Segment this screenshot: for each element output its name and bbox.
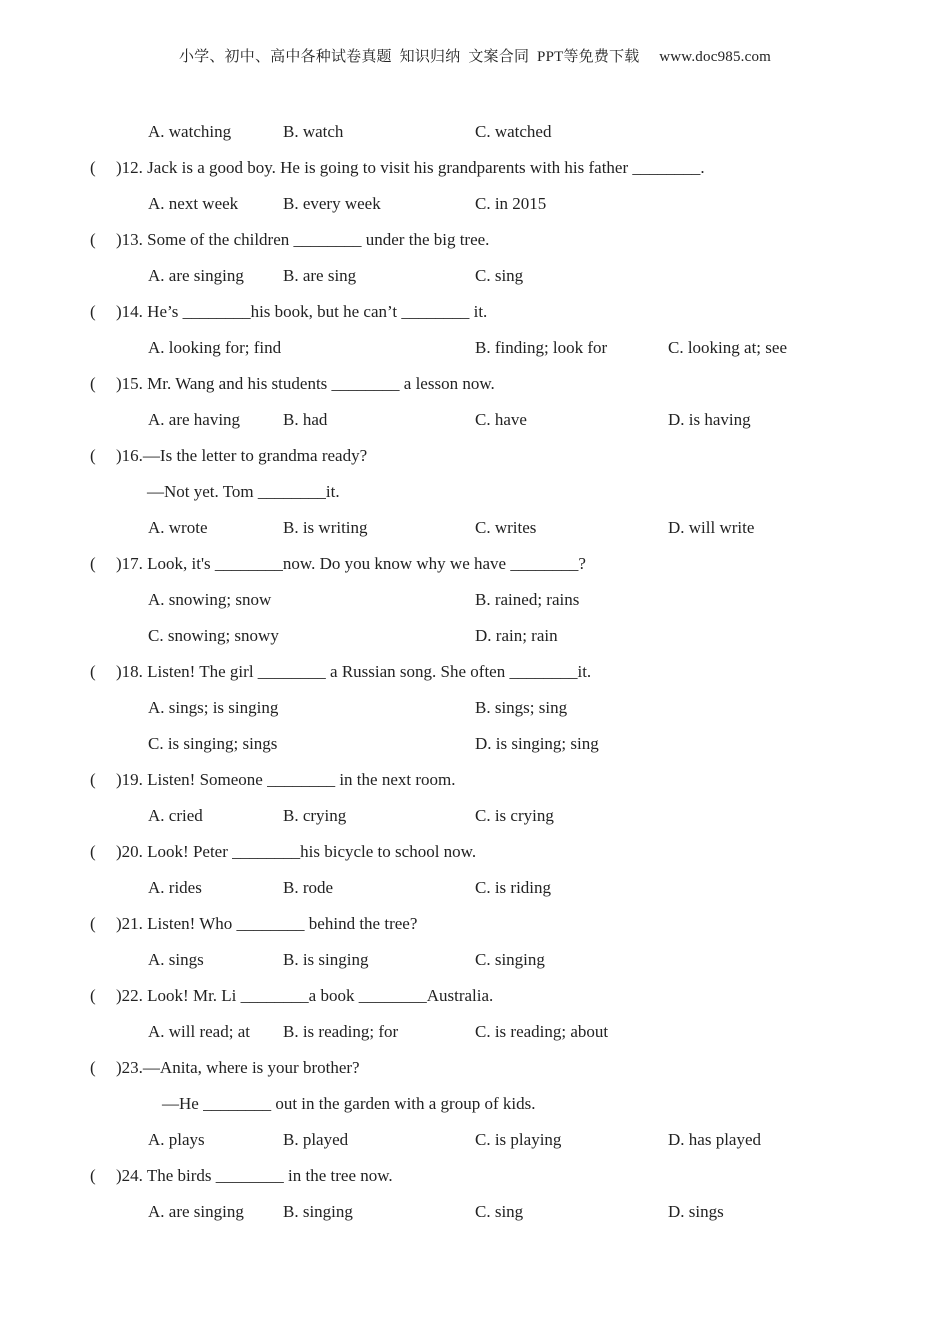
q12-stem: [0, 150, 950, 186]
q19-text: )19. Listen! Someone ________ in the next room.: [116, 770, 456, 789]
q24-option-c[interactable]: C. sing: [475, 1202, 524, 1221]
q20-options: [0, 870, 950, 906]
q12-option-c[interactable]: C. in 2015: [475, 194, 547, 213]
q14-stem: [0, 294, 950, 330]
q17-option-c[interactable]: C. snowing; snowy: [148, 626, 279, 645]
q13-option-b[interactable]: B. are sing: [283, 266, 357, 285]
q18-option-b[interactable]: B. sings; sing: [475, 698, 568, 717]
q23-option-b[interactable]: B. played: [283, 1130, 349, 1149]
q17-option-d[interactable]: D. rain; rain: [475, 626, 558, 645]
q11-options: [0, 114, 950, 150]
q16-answer-paren[interactable]: (: [90, 446, 96, 465]
q22-text: )22. Look! Mr. Li ________a book ________Australia.: [116, 986, 494, 1005]
q14-options: [0, 330, 950, 366]
q15-options: [0, 402, 950, 438]
q14-text: )14. He’s ________his book, but he can’t ________ it.: [116, 302, 488, 321]
q23-text: )23.—Anita, where is your brother?: [116, 1058, 360, 1077]
q18-answer-paren[interactable]: (: [90, 662, 96, 681]
q13-options: [0, 258, 950, 294]
q18-option-a[interactable]: A. sings; is singing: [148, 698, 279, 717]
q22-option-c[interactable]: C. is reading; about: [475, 1022, 609, 1041]
q14-option-a[interactable]: A. looking for; find: [148, 338, 282, 357]
q21-text: )21. Listen! Who ________ behind the tree?: [116, 914, 418, 933]
q18-option-d[interactable]: D. is singing; sing: [475, 734, 599, 753]
q24-text: )24. The birds ________ in the tree now.: [116, 1166, 393, 1185]
q12-option-b[interactable]: B. every week: [283, 194, 381, 213]
q19-option-a[interactable]: A. cried: [148, 806, 203, 825]
q15-option-a[interactable]: A. are having: [148, 410, 241, 429]
page-header: 小学、初中、高中各种试卷真题 知识归纳 文案合同 PPT等免费下载 www.doc985.com: [178, 49, 772, 65]
q23-dialogue: [0, 1086, 950, 1122]
q17-answer-paren[interactable]: (: [90, 554, 96, 573]
q17-options-row2: [0, 618, 950, 654]
q23-answer-paren[interactable]: (: [90, 1058, 96, 1077]
q19-stem: [0, 762, 950, 798]
q15-option-d[interactable]: D. is having: [668, 410, 751, 429]
q20-stem: [0, 834, 950, 870]
q22-answer-paren[interactable]: (: [90, 986, 96, 1005]
q21-answer-paren[interactable]: (: [90, 914, 96, 933]
q15-stem: [0, 366, 950, 402]
q14-answer-paren[interactable]: (: [90, 302, 96, 321]
q21-options: [0, 942, 950, 978]
q12-options: [0, 186, 950, 222]
q12-answer-paren[interactable]: (: [90, 158, 96, 177]
q17-options-row1: [0, 582, 950, 618]
q21-stem: [0, 906, 950, 942]
q23-option-a[interactable]: A. plays: [148, 1130, 205, 1149]
q14-option-c[interactable]: C. looking at; see: [668, 338, 787, 357]
q22-option-a[interactable]: A. will read; at: [148, 1022, 250, 1041]
q20-option-c[interactable]: C. is riding: [475, 878, 552, 897]
q21-option-c[interactable]: C. singing: [475, 950, 545, 969]
q15-answer-paren[interactable]: (: [90, 374, 96, 393]
q17-option-a[interactable]: A. snowing; snow: [148, 590, 272, 609]
q16-option-c[interactable]: C. writes: [475, 518, 537, 537]
q16-text: )16.—Is the letter to grandma ready?: [116, 446, 368, 465]
q16-option-d[interactable]: D. will write: [668, 518, 755, 537]
q18-text: )18. Listen! The girl ________ a Russian song. She often ________it.: [116, 662, 592, 681]
q23-stem: [0, 1050, 950, 1086]
q14-option-b[interactable]: B. finding; look for: [475, 338, 608, 357]
q16-option-b[interactable]: B. is writing: [283, 518, 368, 537]
q24-answer-paren[interactable]: (: [90, 1166, 96, 1185]
q13-option-c[interactable]: C. sing: [475, 266, 524, 285]
q22-option-b[interactable]: B. is reading; for: [283, 1022, 399, 1041]
q16-stem: [0, 438, 950, 474]
q20-text: )20. Look! Peter ________his bicycle to school now.: [116, 842, 477, 861]
q11-option-c[interactable]: C. watched: [475, 122, 552, 141]
q12-text: )12. Jack is a good boy. He is going to visit his grandparents with his father ________.: [116, 158, 705, 177]
q23-option-c[interactable]: C. is playing: [475, 1130, 562, 1149]
q18-stem: [0, 654, 950, 690]
q19-option-c[interactable]: C. is crying: [475, 806, 554, 825]
q18-options-row2: [0, 726, 950, 762]
q23-option-d[interactable]: D. has played: [668, 1130, 762, 1149]
q12-option-a[interactable]: A. next week: [148, 194, 239, 213]
q17-stem: [0, 546, 950, 582]
q22-stem: [0, 978, 950, 1014]
q23-reply: —He ________ out in the garden with a group of kids.: [162, 1094, 536, 1113]
q19-answer-paren[interactable]: (: [90, 770, 96, 789]
q11-option-b[interactable]: B. watch: [283, 122, 344, 141]
q16-dialogue: [0, 474, 950, 510]
q13-text: )13. Some of the children ________ under the big tree.: [116, 230, 490, 249]
q13-answer-paren[interactable]: (: [90, 230, 96, 249]
q15-option-c[interactable]: C. have: [475, 410, 527, 429]
q17-text: )17. Look, it's ________now. Do you know why we have ________?: [116, 554, 586, 573]
q13-option-a[interactable]: A. are singing: [148, 266, 244, 285]
q17-option-b[interactable]: B. rained; rains: [475, 590, 580, 609]
q22-options: [0, 1014, 950, 1050]
q21-option-a[interactable]: A. sings: [148, 950, 204, 969]
q11-option-a[interactable]: A. watching: [148, 122, 232, 141]
q24-option-d[interactable]: D. sings: [668, 1202, 724, 1221]
q21-option-b[interactable]: B. is singing: [283, 950, 369, 969]
q19-option-b[interactable]: B. crying: [283, 806, 347, 825]
q24-option-b[interactable]: B. singing: [283, 1202, 353, 1221]
q15-option-b[interactable]: B. had: [283, 410, 328, 429]
q20-answer-paren[interactable]: (: [90, 842, 96, 861]
q24-options: [0, 1194, 950, 1230]
q18-options-row1: [0, 690, 950, 726]
q15-text: )15. Mr. Wang and his students ________ a lesson now.: [116, 374, 495, 393]
q16-option-a[interactable]: A. wrote: [148, 518, 208, 537]
q24-option-a[interactable]: A. are singing: [148, 1202, 244, 1221]
question-list: [0, 114, 950, 1230]
q13-stem: [0, 222, 950, 258]
q20-option-a[interactable]: A. rides: [148, 878, 202, 897]
q24-stem: [0, 1158, 950, 1194]
q19-options: [0, 798, 950, 834]
q16-reply: —Not yet. Tom ________it.: [147, 482, 340, 501]
q20-option-b[interactable]: B. rode: [283, 878, 334, 897]
q23-options: [0, 1122, 950, 1158]
q18-option-c[interactable]: C. is singing; sings: [148, 734, 278, 753]
q16-options: [0, 510, 950, 546]
